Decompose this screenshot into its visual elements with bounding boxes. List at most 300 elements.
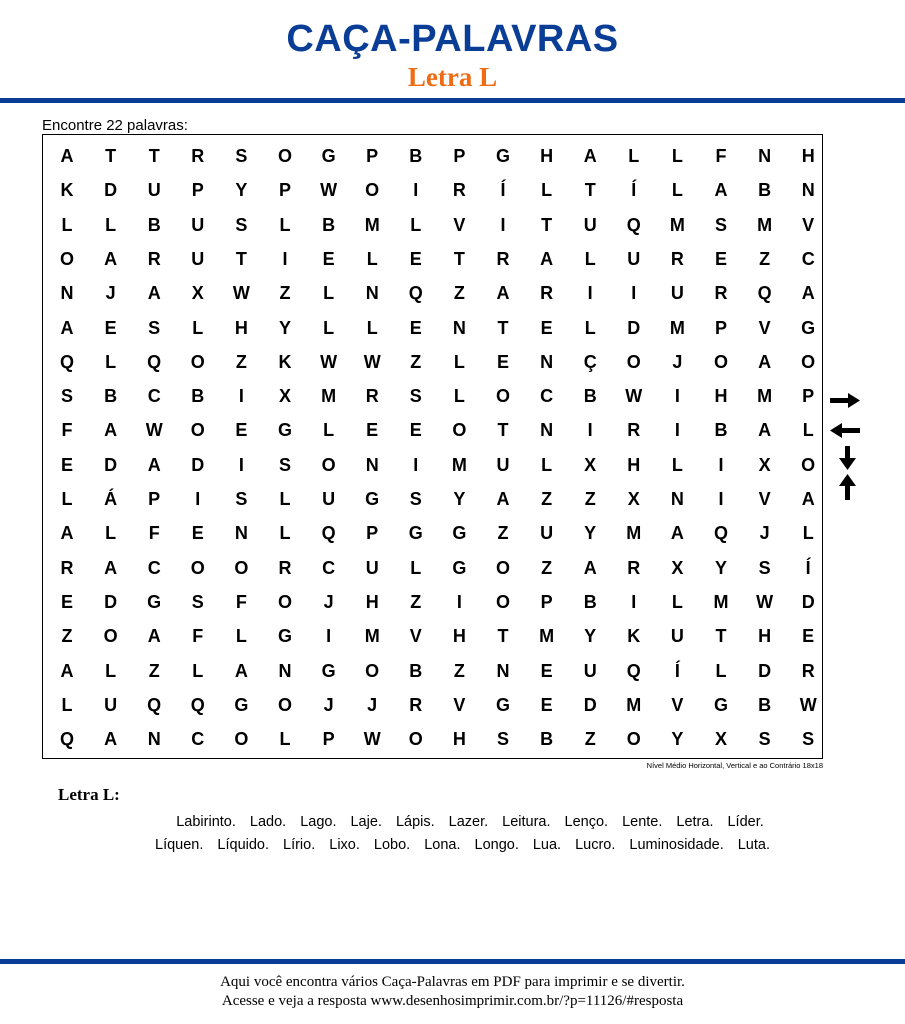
- grid-letter: L: [279, 489, 291, 509]
- grid-letter: Q: [626, 214, 641, 235]
- grid-letter: L: [453, 386, 465, 407]
- grid-letter: A: [104, 248, 118, 269]
- grid-letter: S: [191, 591, 204, 612]
- grid-letter: I: [674, 386, 680, 407]
- grid-letter: Z: [235, 351, 247, 372]
- grid-letter: Z: [759, 248, 771, 269]
- grid-letter: T: [497, 626, 509, 647]
- word-list-item: Líquido.: [217, 837, 270, 853]
- grid-letter: O: [321, 454, 336, 475]
- grid-letter: M: [669, 214, 685, 235]
- grid-letter: L: [105, 214, 117, 235]
- grid-letter: V: [453, 214, 466, 235]
- word-list-item: Lápis.: [395, 814, 435, 830]
- grid-letter: I: [631, 283, 637, 304]
- grid-letter: T: [584, 180, 596, 201]
- grid-letter: A: [104, 557, 118, 578]
- word-list-line-1: [0, 814, 905, 830]
- grid-letter: O: [103, 626, 118, 647]
- grid-letter: G: [234, 694, 249, 715]
- grid-letter: D: [191, 454, 205, 475]
- grid-letter: N: [540, 351, 554, 372]
- grid-letter: F: [148, 523, 160, 544]
- grid-letter: U: [496, 454, 510, 475]
- grid-letter: W: [320, 351, 338, 372]
- grid-letter: A: [147, 626, 161, 647]
- grid-letter: I: [674, 420, 680, 441]
- grid-letter: U: [191, 248, 205, 269]
- page-title: CAÇA-PALAVRAS: [286, 18, 619, 60]
- direction-legend: [826, 388, 866, 503]
- grid-letter: C: [540, 386, 554, 407]
- grid-letter: U: [147, 180, 161, 201]
- grid-letter: A: [496, 283, 510, 304]
- grid-letter: Í: [805, 557, 811, 578]
- grid-letter: A: [104, 729, 118, 750]
- grid-letter: N: [801, 180, 815, 201]
- grid-letter: R: [191, 146, 205, 166]
- grid-letter: Z: [541, 489, 553, 509]
- grid-letter: K: [60, 180, 74, 201]
- grid-letter: G: [452, 523, 467, 544]
- grid-letter: S: [496, 729, 509, 750]
- grid-letter: D: [583, 694, 597, 715]
- grid-letter: G: [277, 420, 292, 441]
- grid-letter: I: [326, 626, 332, 647]
- grid-letter: N: [496, 660, 510, 681]
- grid-letter: L: [323, 317, 335, 338]
- grid-letter: C: [191, 729, 205, 750]
- grid-letter: A: [104, 420, 118, 441]
- grid-letter: D: [104, 591, 118, 612]
- grid-letter: N: [365, 283, 379, 304]
- grid-letter: O: [408, 729, 423, 750]
- grid-letter: A: [60, 317, 74, 338]
- puzzle-instruction: Encontre 22 palavras:: [42, 117, 188, 134]
- grid-letter: T: [497, 317, 509, 338]
- grid-letter: W: [756, 591, 774, 612]
- grid-letter: O: [365, 660, 380, 681]
- word-list-item: Lixo.: [329, 837, 360, 853]
- grid-letter: L: [279, 214, 291, 235]
- word-list-item: Labirinto.: [176, 814, 236, 830]
- grid-letter: A: [147, 283, 161, 304]
- grid-letter: B: [191, 386, 205, 407]
- grid-letter: H: [452, 729, 466, 750]
- grid-letter: W: [363, 729, 381, 750]
- grid-letter: L: [453, 351, 465, 372]
- grid-letter: F: [715, 146, 727, 166]
- grid-letter: Q: [147, 694, 162, 715]
- grid-letter: Y: [671, 729, 684, 750]
- grid-letter: J: [105, 283, 116, 304]
- grid-letter: U: [322, 489, 336, 509]
- grid-letter: O: [495, 557, 510, 578]
- grid-letter: N: [670, 489, 684, 509]
- grid-letter: O: [452, 420, 467, 441]
- grid-letter: P: [714, 317, 727, 338]
- grid-letter: P: [453, 146, 466, 166]
- grid-letter: V: [758, 489, 771, 509]
- top-divider: [0, 98, 905, 103]
- word-list-item: Leitura.: [502, 814, 551, 830]
- word-list-item: Lazer.: [448, 814, 489, 830]
- grid-letter: Z: [453, 660, 465, 681]
- grid-letter: K: [278, 351, 292, 372]
- grid-letter: F: [192, 626, 204, 647]
- grid-letter: L: [105, 523, 117, 544]
- grid-letter: E: [60, 454, 73, 475]
- arrow-down-icon: [839, 446, 856, 470]
- grid-letter: R: [714, 283, 728, 304]
- grid-letter: E: [235, 420, 248, 441]
- grid-letter: Q: [713, 523, 728, 544]
- grid-letter: U: [583, 660, 597, 681]
- word-list-item: Lua.: [532, 837, 562, 853]
- grid-letter: I: [631, 591, 637, 612]
- grid-letter: X: [758, 454, 771, 475]
- grid-letter: R: [627, 557, 641, 578]
- grid-letter: H: [365, 591, 379, 612]
- grid-letter: R: [147, 248, 161, 269]
- grid-letter: G: [495, 146, 510, 166]
- grid-letter: L: [279, 523, 291, 544]
- grid-letter: I: [195, 489, 201, 509]
- grid-letter: O: [234, 729, 249, 750]
- grid-letter: S: [60, 386, 73, 407]
- grid-letter: J: [323, 591, 334, 612]
- grid-letter: Y: [453, 489, 466, 509]
- word-list-item: Líquen.: [155, 837, 204, 853]
- grid-letter: Z: [279, 283, 291, 304]
- word-list-item: Lucro.: [575, 837, 616, 853]
- grid-letter: O: [277, 694, 292, 715]
- arrow-left-icon: [830, 423, 860, 438]
- word-list-item: Lírio.: [283, 837, 316, 853]
- grid-letter: Q: [59, 351, 74, 372]
- grid-letter: L: [61, 694, 73, 715]
- grid-letter: A: [714, 180, 728, 201]
- grid-letter: A: [801, 489, 815, 509]
- footer-link-text: Acesse e veja a resposta www.desenhosimprimir.com.br/?p=11126/#resposta: [221, 993, 684, 1009]
- grid-letter: H: [758, 626, 772, 647]
- grid-letter: M: [321, 386, 337, 407]
- grid-letter: L: [671, 180, 683, 201]
- grid-letter: I: [718, 489, 724, 509]
- grid-letter: Y: [278, 317, 291, 338]
- grid-letter: B: [583, 386, 597, 407]
- grid-letter: L: [410, 557, 422, 578]
- grid-letter: N: [278, 660, 292, 681]
- word-list-item: Letra.: [676, 814, 714, 830]
- grid-letter: L: [61, 489, 73, 509]
- grid-letter: N: [758, 146, 772, 166]
- grid-letter: G: [801, 317, 816, 338]
- grid-letter: A: [60, 146, 74, 166]
- grid-letter: L: [410, 214, 422, 235]
- grid-letter: R: [540, 283, 554, 304]
- grid-letter: Z: [584, 489, 596, 509]
- grid-letter: S: [409, 489, 422, 509]
- grid-letter: T: [235, 248, 247, 269]
- grid-letter: R: [627, 420, 641, 441]
- grid-letter: Q: [626, 660, 641, 681]
- grid-letter: Í: [674, 660, 680, 681]
- word-list-item: Lona.: [424, 837, 461, 853]
- grid-letter: O: [190, 420, 205, 441]
- grid-letter: H: [627, 454, 641, 475]
- grid-letter: V: [758, 317, 771, 338]
- grid-letter: L: [628, 146, 640, 166]
- grid-letter: L: [279, 729, 291, 750]
- grid-letter: O: [277, 591, 292, 612]
- grid-letter: R: [409, 694, 423, 715]
- grid-letter: R: [60, 557, 74, 578]
- grid-letter: L: [192, 317, 204, 338]
- grid-letter: N: [234, 523, 248, 544]
- grid-letter: T: [541, 214, 553, 235]
- grid-letter: S: [714, 214, 727, 235]
- grid-letter: N: [540, 420, 554, 441]
- grid-letter: E: [496, 351, 509, 372]
- grid-letter: A: [496, 489, 510, 509]
- grid-letter: Y: [714, 557, 727, 578]
- grid-letter: W: [625, 386, 643, 407]
- grid-letter: T: [497, 420, 509, 441]
- grid-letter: U: [104, 694, 118, 715]
- grid-letter: Q: [147, 351, 162, 372]
- grid-letter: Z: [61, 626, 73, 647]
- grid-letter: J: [323, 694, 334, 715]
- grid-letter: O: [59, 248, 74, 269]
- grid-letter: D: [627, 317, 641, 338]
- grid-letter: Y: [584, 626, 597, 647]
- grid-letter: M: [757, 386, 773, 407]
- grid-letter: T: [105, 146, 117, 166]
- grid-letter: C: [801, 248, 815, 269]
- grid-letter: X: [584, 454, 597, 475]
- grid-letter: O: [801, 351, 816, 372]
- grid-letter: U: [583, 214, 597, 235]
- grid-letter: M: [539, 626, 555, 647]
- word-list-item: Laje.: [350, 814, 382, 830]
- grid-letter: L: [105, 660, 117, 681]
- grid-letter: M: [364, 214, 380, 235]
- difficulty-note: Nível Médio Horizontal, Vertical e ao Contrário 18x18: [646, 761, 823, 770]
- grid-letter: Z: [584, 729, 596, 750]
- grid-letter: F: [61, 420, 73, 441]
- grid-letter: W: [799, 694, 817, 715]
- grid-letter: E: [409, 248, 422, 269]
- grid-letter: A: [758, 351, 772, 372]
- grid-letter: S: [802, 729, 815, 750]
- grid-letter: G: [408, 523, 423, 544]
- grid-letter: C: [147, 557, 161, 578]
- grid-letter: E: [60, 591, 73, 612]
- grid-letter: L: [715, 660, 727, 681]
- grid-letter: Z: [453, 283, 465, 304]
- grid-letter: Q: [321, 523, 336, 544]
- grid-letter: I: [587, 283, 593, 304]
- grid-letter: J: [759, 523, 770, 544]
- grid-letter: Q: [190, 694, 205, 715]
- grid-letter: A: [540, 248, 554, 269]
- grid-letter: B: [322, 214, 336, 235]
- grid-letter: A: [147, 454, 161, 475]
- grid-letter: E: [366, 420, 379, 441]
- grid-letter: M: [364, 626, 380, 647]
- grid-letter: Z: [410, 351, 422, 372]
- grid-letter: I: [413, 180, 419, 201]
- grid-letter: I: [238, 386, 244, 407]
- grid-letter: U: [627, 248, 641, 269]
- grid-letter: Q: [59, 729, 74, 750]
- grid-letter: A: [60, 660, 74, 681]
- grid-letter: C: [322, 557, 336, 578]
- grid-letter: L: [541, 180, 553, 201]
- grid-letter: V: [409, 626, 422, 647]
- grid-letter: E: [409, 420, 422, 441]
- grid-letter: T: [715, 626, 727, 647]
- grid-letter: O: [713, 351, 728, 372]
- grid-letter: G: [147, 591, 162, 612]
- word-list-item: Lago.: [300, 814, 337, 830]
- grid-letter: P: [366, 523, 379, 544]
- grid-letter: K: [627, 626, 641, 647]
- grid-letter: B: [409, 660, 423, 681]
- grid-letter: P: [148, 489, 161, 509]
- grid-letter: H: [234, 317, 248, 338]
- grid-letter: N: [60, 283, 74, 304]
- grid-letter: X: [627, 489, 640, 509]
- word-list-line-2: [0, 837, 905, 853]
- word-list-item: Luta.: [737, 837, 770, 853]
- grid-letter: L: [192, 660, 204, 681]
- grid-letter: A: [801, 283, 815, 304]
- grid-letter: H: [801, 146, 815, 166]
- word-list-item: Lado.: [249, 814, 287, 830]
- grid-letter: L: [671, 146, 683, 166]
- grid-letter: A: [758, 420, 772, 441]
- grid-letter: G: [365, 489, 380, 509]
- grid-letter: V: [671, 694, 684, 715]
- word-list-item: Líder.: [727, 814, 764, 830]
- grid-letter: O: [626, 351, 641, 372]
- grid-letter: B: [758, 694, 772, 715]
- grid-letter: S: [235, 146, 248, 166]
- grid-letter: Á: [104, 489, 118, 509]
- grid-letter: P: [802, 386, 815, 407]
- grid-letter: A: [60, 523, 74, 544]
- grid-letter: Z: [497, 523, 509, 544]
- grid-letter: H: [714, 386, 728, 407]
- word-list-item: Luminosidade.: [629, 837, 724, 853]
- grid-letter: F: [235, 591, 247, 612]
- grid-letter: Í: [631, 180, 637, 201]
- grid-letter: W: [145, 420, 163, 441]
- grid-letter: E: [714, 248, 727, 269]
- grid-letter: I: [413, 454, 419, 475]
- grid-letter: L: [105, 351, 117, 372]
- grid-letter: J: [672, 351, 683, 372]
- grid-letter: Ç: [583, 351, 597, 372]
- grid-letter: A: [583, 557, 597, 578]
- word-list-item: Lobo.: [373, 837, 411, 853]
- grid-letter: O: [495, 386, 510, 407]
- grid-letter: S: [148, 317, 161, 338]
- grid-letter: Í: [500, 180, 506, 201]
- page-subtitle: Letra L: [407, 62, 498, 92]
- grid-letter: W: [232, 283, 250, 304]
- grid-letter: O: [365, 180, 380, 201]
- grid-letter: S: [409, 386, 422, 407]
- grid-letter: X: [191, 283, 204, 304]
- arrow-right-icon: [830, 393, 860, 408]
- grid-letter: T: [148, 146, 160, 166]
- grid-letter: D: [104, 180, 118, 201]
- grid-letter: B: [104, 386, 118, 407]
- grid-letter: Z: [541, 557, 553, 578]
- grid-letter: E: [104, 317, 117, 338]
- grid-letter: N: [147, 729, 161, 750]
- word-list-item: Lenço.: [564, 814, 609, 830]
- grid-letter: R: [496, 248, 510, 269]
- grid-letter: A: [583, 146, 597, 166]
- grid-letter: D: [104, 454, 118, 475]
- grid-letter: L: [366, 317, 378, 338]
- grid-letter: B: [540, 729, 554, 750]
- grid-letter: S: [278, 454, 291, 475]
- grid-letter: L: [671, 591, 683, 612]
- grid-letter: L: [323, 420, 335, 441]
- grid-letter: E: [540, 694, 553, 715]
- grid-letter: E: [409, 317, 422, 338]
- grid-letter: I: [587, 420, 593, 441]
- grid-letter: W: [363, 351, 381, 372]
- grid-letter: B: [583, 591, 597, 612]
- grid-letter: W: [320, 180, 338, 201]
- grid-letter: M: [669, 317, 685, 338]
- grid-letter: I: [718, 454, 724, 475]
- grid-letter: M: [626, 523, 642, 544]
- grid-letter: O: [190, 351, 205, 372]
- grid-letter: G: [713, 694, 728, 715]
- grid-letter: P: [322, 729, 335, 750]
- word-list-item: Lente.: [622, 814, 663, 830]
- grid-letter: Y: [235, 180, 248, 201]
- grid-letter: R: [670, 248, 684, 269]
- grid-letter: U: [670, 626, 684, 647]
- grid-letter: U: [365, 557, 379, 578]
- grid-letter: L: [366, 248, 378, 269]
- grid-letter: L: [61, 214, 73, 235]
- grid-letter: O: [234, 557, 249, 578]
- grid-letter: L: [541, 454, 553, 475]
- grid-letter: P: [191, 180, 204, 201]
- grid-letter: G: [495, 694, 510, 715]
- grid-letter: L: [235, 626, 247, 647]
- grid-letter: S: [758, 557, 771, 578]
- grid-letter: V: [453, 694, 466, 715]
- grid-letter: E: [191, 523, 204, 544]
- grid-letter: S: [758, 729, 771, 750]
- grid-letter: N: [452, 317, 466, 338]
- grid-letter: G: [321, 660, 336, 681]
- grid-letter: D: [758, 660, 772, 681]
- grid-letter: S: [235, 489, 248, 509]
- grid-letter: V: [802, 214, 815, 235]
- grid-letter: X: [278, 386, 291, 407]
